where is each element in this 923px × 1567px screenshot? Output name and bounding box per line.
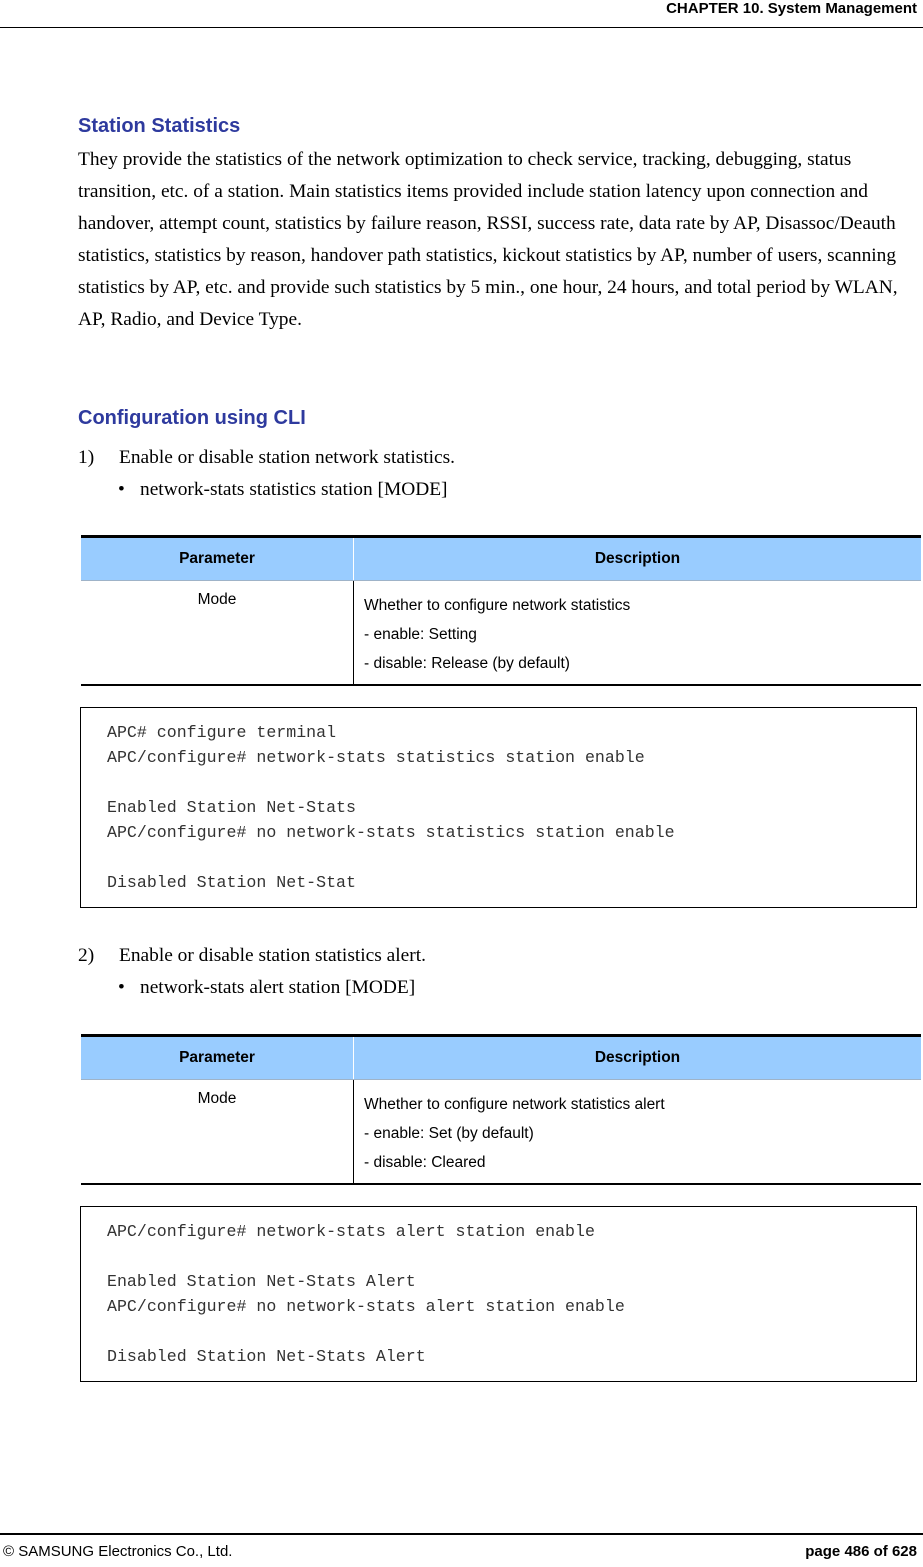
step-number: 2)	[78, 945, 95, 966]
code-line	[107, 1244, 916, 1269]
code-block	[80, 1206, 917, 1382]
code-line	[107, 1319, 916, 1344]
step-1	[78, 447, 455, 469]
description-line: Whether to configure network statistics	[364, 597, 631, 614]
code-line: APC/configure# network-stats alert station enable	[107, 1222, 595, 1241]
step-text: Enable or disable station statistics alert.	[119, 945, 426, 966]
code-line	[107, 845, 916, 870]
description-cell	[354, 581, 922, 686]
table-row	[81, 1080, 921, 1185]
parameter-table	[81, 1034, 921, 1185]
step-text: Enable or disable station network statistics.	[119, 447, 456, 468]
section-title: Station Statistics	[78, 115, 241, 137]
code-line: APC/configure# network-stats statistics station enable	[107, 748, 645, 767]
code-line	[107, 770, 916, 795]
code-line: APC/configure# no network-stats alert station enable	[107, 1297, 625, 1316]
description-line: - enable: Setting	[364, 626, 477, 643]
code-line: APC/configure# no network-stats statistics station enable	[107, 823, 675, 842]
section-paragraph: They provide the statistics of the network optimization to check service, tracking, debugging, status transition, etc. of a station. Main statistics items provided include station latency upon connection and handover, attempt count, statistics by failure reason, RSSI, success rate, data rate by AP, Disassoc/Deauth statistics, statistics by reason, handover path statistics, kickout statistics by AP, number of users, scanning statistics by AP, etc. and provide such statistics by 5 min., one hour, 24 hours, and total period by WLAN, AP, Radio, and Device Type.	[78, 149, 898, 330]
description-line: - disable: Release (by default)	[364, 655, 570, 672]
parameter-table	[81, 535, 921, 686]
chapter-title: CHAPTER 10. System Management	[666, 0, 917, 17]
step-2	[78, 945, 426, 967]
description-cell	[354, 1080, 922, 1185]
command-bullet	[118, 479, 448, 501]
code-line: Disabled Station Net-Stats Alert	[107, 1347, 426, 1366]
page-number: page 486 of 628	[805, 1543, 917, 1560]
column-header-parameter: Parameter	[81, 1036, 354, 1080]
page-header	[0, 0, 923, 28]
code-block	[80, 707, 917, 908]
command-syntax: network-stats alert station [MODE]	[140, 977, 416, 998]
command-bullet	[118, 977, 415, 999]
column-header-description: Description	[354, 537, 922, 581]
description-line: Whether to configure network statistics alert	[364, 1096, 665, 1113]
cli-title: Configuration using CLI	[78, 407, 306, 429]
description-line: - disable: Cleared	[364, 1154, 486, 1171]
bullet-icon: •	[118, 977, 125, 998]
code-line: Enabled Station Net-Stats Alert	[107, 1272, 416, 1291]
code-line: Enabled Station Net-Stats	[107, 798, 356, 817]
code-line: Disabled Station Net-Stat	[107, 873, 356, 892]
copyright: © SAMSUNG Electronics Co., Ltd.	[3, 1543, 233, 1560]
bullet-icon: •	[118, 479, 125, 500]
description-line: - enable: Set (by default)	[364, 1125, 534, 1142]
param-cell: Mode	[81, 1080, 354, 1185]
column-header-description: Description	[354, 1036, 922, 1080]
command-syntax: network-stats statistics station [MODE]	[140, 479, 448, 500]
param-cell: Mode	[81, 581, 354, 686]
column-header-parameter: Parameter	[81, 537, 354, 581]
table-row	[81, 581, 921, 686]
code-line: APC# configure terminal	[107, 723, 337, 742]
page-footer	[0, 1533, 923, 1567]
step-number: 1)	[78, 447, 95, 468]
